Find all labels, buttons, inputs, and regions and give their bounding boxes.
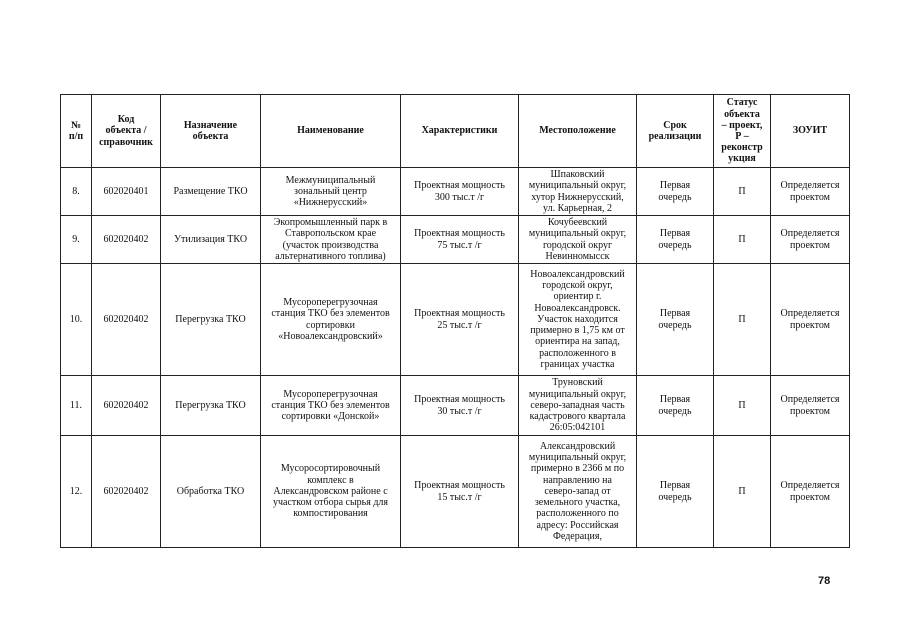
cell-line: Проектная мощность bbox=[414, 480, 505, 492]
cell-line: ориентир г. bbox=[553, 291, 602, 303]
cell-num: 12. bbox=[61, 436, 92, 548]
cell-name bbox=[261, 436, 401, 548]
cell-line: 26:05:042101 bbox=[549, 422, 606, 434]
cell-line: Мусороперегрузочная bbox=[283, 297, 378, 309]
cell-location bbox=[519, 216, 637, 264]
cell-status: П bbox=[714, 436, 771, 548]
cell-zouit bbox=[771, 264, 850, 376]
header-name bbox=[261, 95, 401, 168]
cell-code: 602020402 bbox=[92, 376, 161, 436]
cell-characteristics bbox=[401, 376, 519, 436]
cell-line: Труновский bbox=[552, 377, 603, 389]
cell-name bbox=[261, 168, 401, 216]
cell-line: Р – bbox=[735, 131, 749, 142]
cell-line: кадастрового квартала bbox=[529, 411, 626, 423]
cell-line: Первая bbox=[659, 180, 691, 192]
cell-line: Местоположение bbox=[539, 125, 616, 137]
cell-line: сортировки bbox=[306, 319, 355, 331]
header-zouit bbox=[771, 95, 850, 168]
cell-line: Определяется bbox=[780, 228, 840, 240]
cell-line: Проектная мощность bbox=[414, 180, 505, 192]
cell-characteristics bbox=[401, 168, 519, 216]
cell-line: Определяется bbox=[780, 308, 840, 320]
cell-line: Кочубеевский bbox=[547, 217, 608, 229]
cell-line: границах участка bbox=[540, 358, 615, 370]
cell-line: городской округ, bbox=[542, 280, 613, 292]
cell-line: объекта bbox=[724, 108, 760, 120]
cell-zouit bbox=[771, 376, 850, 436]
cell-line: проектом bbox=[789, 319, 830, 331]
objects-table bbox=[60, 94, 850, 548]
cell-line: 75 тыс.т /г bbox=[437, 239, 482, 251]
table-row bbox=[61, 168, 850, 216]
cell-line: хутор Нижнерусский, bbox=[531, 191, 624, 203]
cell-line: очередь bbox=[658, 239, 692, 251]
cell-term bbox=[637, 264, 714, 376]
cell-status: П bbox=[714, 376, 771, 436]
cell-line: реконстр bbox=[721, 142, 763, 154]
header-num bbox=[61, 95, 92, 168]
cell-line: земельного участка, bbox=[534, 497, 621, 509]
cell-location bbox=[519, 376, 637, 436]
cell-line: расположенного в bbox=[539, 347, 616, 359]
cell-line: адресу: Российская bbox=[536, 519, 619, 531]
cell-line: примерно в 2366 м по bbox=[530, 463, 625, 475]
cell-status: П bbox=[714, 264, 771, 376]
cell-line: муниципальный округ, bbox=[528, 452, 627, 464]
cell-line: справочник bbox=[99, 136, 153, 148]
cell-line: Наименование bbox=[297, 125, 364, 137]
cell-purpose: Утилизация ТКО bbox=[161, 216, 261, 264]
cell-line: Проектная мощность bbox=[414, 308, 505, 320]
cell-line: проектом bbox=[789, 405, 830, 417]
cell-term bbox=[637, 376, 714, 436]
cell-line: объекта bbox=[192, 131, 229, 142]
cell-line: Характеристики bbox=[421, 125, 498, 137]
cell-line: «Нижнерусский» bbox=[293, 197, 368, 209]
cell-num: 10. bbox=[61, 264, 92, 376]
cell-line: Назначение bbox=[183, 119, 238, 131]
cell-line: 30 тыс.т /г bbox=[437, 405, 482, 417]
cell-line: объекта / bbox=[105, 125, 147, 137]
cell-line: Определяется bbox=[780, 180, 840, 192]
cell-line: очередь bbox=[658, 491, 692, 503]
cell-line: Ставропольском крае bbox=[284, 228, 377, 240]
page-number: 78 bbox=[818, 575, 831, 587]
cell-term bbox=[637, 168, 714, 216]
cell-line: (участок производства bbox=[282, 239, 379, 251]
header-location bbox=[519, 95, 637, 168]
cell-line: 25 тыс.т /г bbox=[437, 319, 482, 331]
cell-line: Новоалександровский bbox=[530, 269, 625, 281]
cell-code: 602020402 bbox=[92, 436, 161, 548]
cell-line: Мусороперегрузочная bbox=[283, 388, 378, 400]
cell-line: муниципальный округ, bbox=[528, 180, 627, 192]
cell-line: Определяется bbox=[780, 394, 840, 406]
cell-line: северо-западная часть bbox=[530, 399, 625, 411]
cell-line: Проектная мощность bbox=[414, 228, 505, 240]
table-header-row bbox=[61, 95, 850, 168]
header-purpose bbox=[161, 95, 261, 168]
cell-line: Срок bbox=[663, 119, 687, 131]
cell-location bbox=[519, 436, 637, 548]
cell-line: станция ТКО без элементов bbox=[271, 399, 390, 411]
cell-line: Первая bbox=[659, 394, 691, 406]
cell-line: проектом bbox=[789, 191, 830, 203]
cell-line: «Новоалександровский» bbox=[278, 330, 383, 342]
cell-line: сортировки «Донской» bbox=[281, 411, 380, 423]
cell-line: проектом bbox=[789, 491, 830, 503]
cell-line: комплекс в bbox=[307, 474, 354, 486]
cell-zouit bbox=[771, 216, 850, 264]
cell-line: муниципальный округ, bbox=[528, 228, 627, 240]
cell-line: Код bbox=[117, 114, 135, 126]
cell-line: Проектная мощность bbox=[414, 394, 505, 406]
table-row bbox=[61, 436, 850, 548]
cell-line: ул. Карьерная, 2 bbox=[543, 202, 612, 214]
cell-purpose: Обработка ТКО bbox=[161, 436, 261, 548]
cell-line: очередь bbox=[658, 191, 692, 203]
cell-line: зональный центр bbox=[294, 185, 367, 197]
cell-line: Федерация, bbox=[553, 530, 602, 542]
cell-line: реализации bbox=[648, 131, 702, 142]
cell-line: очередь bbox=[658, 405, 692, 417]
cell-name bbox=[261, 376, 401, 436]
cell-line: 300 тыс.т /г bbox=[434, 191, 485, 203]
cell-line: Невинномысск bbox=[545, 250, 610, 262]
cell-num: 9. bbox=[61, 216, 92, 264]
cell-line: Межмуниципальный bbox=[285, 174, 376, 186]
cell-line: № bbox=[70, 119, 82, 131]
cell-code: 602020402 bbox=[92, 216, 161, 264]
table-row bbox=[61, 264, 850, 376]
cell-line: направлению на bbox=[543, 474, 612, 486]
cell-line: станция ТКО без элементов bbox=[271, 308, 390, 320]
cell-location bbox=[519, 264, 637, 376]
cell-line: Участок находится bbox=[537, 313, 618, 325]
cell-line: ЗОУИТ bbox=[792, 125, 828, 137]
cell-characteristics bbox=[401, 436, 519, 548]
cell-line: Экопромышленный парк в bbox=[273, 217, 388, 229]
cell-line: северо-запад от bbox=[544, 485, 611, 497]
cell-location bbox=[519, 168, 637, 216]
header-term bbox=[637, 95, 714, 168]
cell-line: Первая bbox=[659, 308, 691, 320]
cell-purpose: Размещение ТКО bbox=[161, 168, 261, 216]
cell-status: П bbox=[714, 216, 771, 264]
cell-num: 8. bbox=[61, 168, 92, 216]
cell-term bbox=[637, 436, 714, 548]
cell-name bbox=[261, 264, 401, 376]
cell-line: Статус bbox=[726, 97, 758, 109]
cell-num: 11. bbox=[61, 376, 92, 436]
cell-status: П bbox=[714, 168, 771, 216]
cell-line: Мусоросортировочный bbox=[280, 463, 381, 475]
cell-line: проектом bbox=[789, 239, 830, 251]
cell-line: городской округ bbox=[542, 239, 613, 251]
cell-line: Первая bbox=[659, 480, 691, 492]
table-row bbox=[61, 216, 850, 264]
header-characteristics bbox=[401, 95, 519, 168]
cell-line: ориентира на запад, bbox=[535, 336, 620, 348]
cell-line: участком отбора сырья для bbox=[272, 497, 389, 509]
cell-line: – проект, bbox=[721, 119, 763, 131]
cell-line: Новоалександровск. bbox=[534, 302, 621, 314]
cell-line: Первая bbox=[659, 228, 691, 240]
cell-line: Шпаковский bbox=[550, 169, 605, 181]
cell-line: Александровском районе с bbox=[273, 485, 388, 497]
cell-purpose: Перегрузка ТКО bbox=[161, 264, 261, 376]
cell-zouit bbox=[771, 436, 850, 548]
cell-line: муниципальный округ, bbox=[528, 388, 627, 400]
cell-line: п/п bbox=[68, 131, 84, 142]
cell-line: компостирования bbox=[293, 508, 368, 520]
cell-characteristics bbox=[401, 264, 519, 376]
cell-purpose: Перегрузка ТКО bbox=[161, 376, 261, 436]
cell-line: укция bbox=[728, 153, 756, 165]
header-status bbox=[714, 95, 771, 168]
cell-code: 602020401 bbox=[92, 168, 161, 216]
table-row bbox=[61, 376, 850, 436]
cell-characteristics bbox=[401, 216, 519, 264]
cell-code: 602020402 bbox=[92, 264, 161, 376]
header-code bbox=[92, 95, 161, 168]
cell-line: Александровский bbox=[539, 441, 616, 453]
cell-line: расположенного по bbox=[536, 508, 619, 520]
cell-zouit bbox=[771, 168, 850, 216]
cell-line: очередь bbox=[658, 319, 692, 331]
cell-line: альтернативного топлива) bbox=[275, 250, 386, 262]
cell-name bbox=[261, 216, 401, 264]
cell-line: Определяется bbox=[780, 480, 840, 492]
cell-line: 15 тыс.т /г bbox=[437, 491, 482, 503]
cell-line: примерно в 1,75 км от bbox=[530, 325, 625, 337]
cell-term bbox=[637, 216, 714, 264]
